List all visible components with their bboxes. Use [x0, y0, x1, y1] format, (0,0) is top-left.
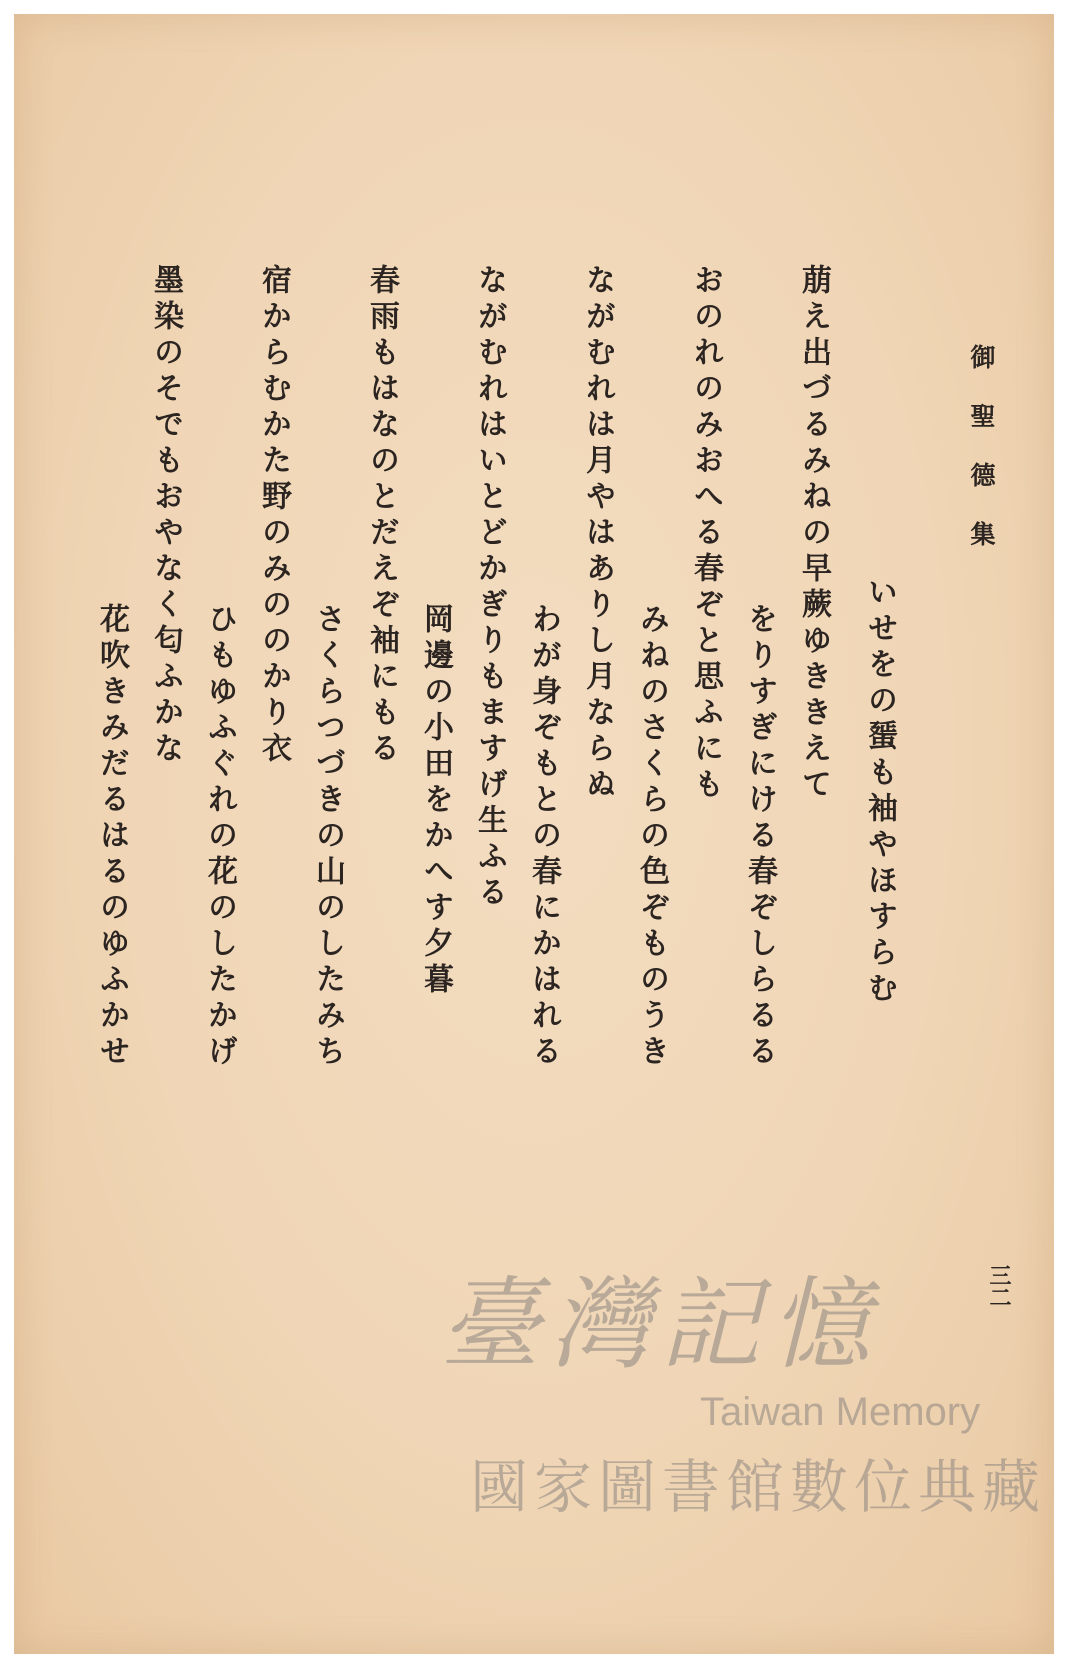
- poem-line: 花吹きみだるはるのゆふかせ: [94, 459, 129, 1071]
- poem-line: 岡邊の小田をかへす夕暮: [418, 459, 453, 999]
- poem-line: ながむれはいとどかぎりもますげ生ふる: [472, 264, 507, 912]
- watermark-org: 國家圖書館數位典藏: [470, 1453, 1047, 1521]
- poem-line: さくらつづきの山のしたみち: [310, 459, 345, 1071]
- poem-line: ひもゆふぐれの花のしたかげ: [202, 459, 237, 1071]
- poem-line: ながむれは月やはありし月ならぬ: [580, 264, 615, 804]
- poem-line: わが身ぞもとの春にかはれる: [526, 459, 561, 1071]
- poem-line: いせをの蜑も袖やほすらむ: [862, 576, 897, 1008]
- watermark-latin: Taiwan Memory: [700, 1390, 981, 1434]
- poem-line: 宿からむかた野のみののかり衣: [256, 264, 291, 768]
- poem-line: おのれのみおへる春ぞと思ふにも: [688, 264, 723, 804]
- watermark-script: 臺灣記憶: [440, 1266, 880, 1383]
- page-number: 三二: [986, 1264, 1012, 1308]
- running-header: 御聖德集: [967, 344, 996, 580]
- poem-line: をりすぎにける春ぞしらるる: [742, 459, 777, 1071]
- poem-line: 墨染のそでもおやなく匂ふかな: [148, 264, 183, 768]
- poem-line: みねのさくらの色ぞものうき: [634, 459, 669, 1071]
- poem-line: 萠え出づるみねの早蕨ゆききえて: [796, 264, 831, 804]
- poem-line: 春雨もはなのとだえぞ袖にもる: [364, 264, 399, 768]
